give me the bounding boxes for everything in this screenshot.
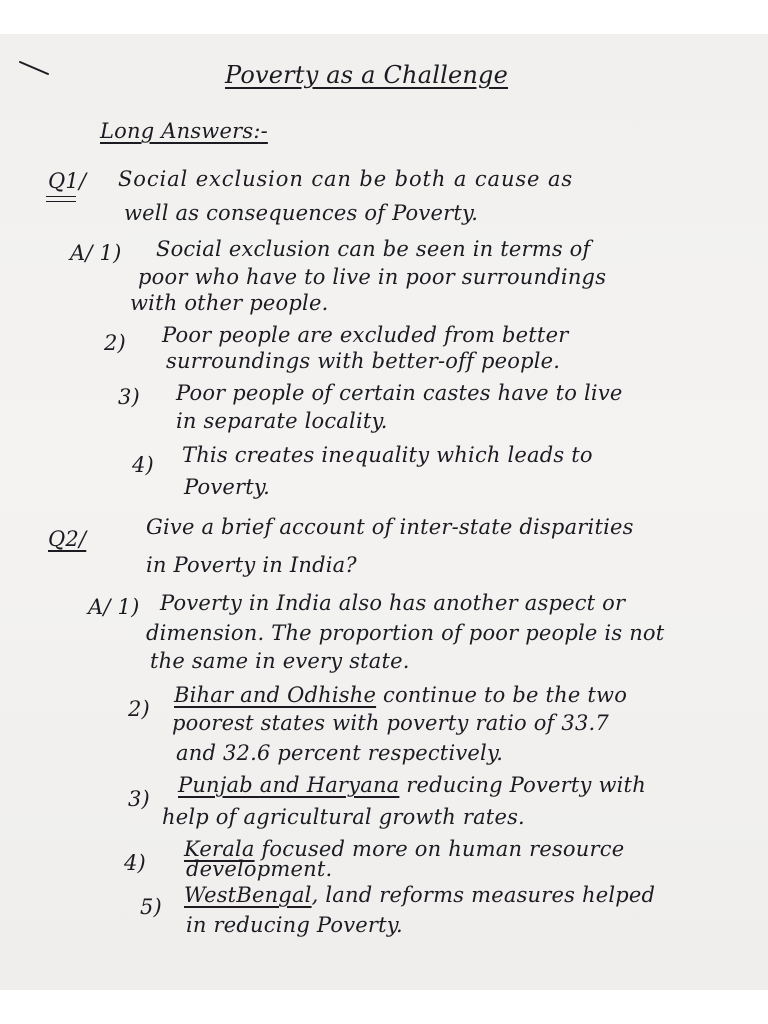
q2-point-line: help of agricultural growth rates. [162,805,525,829]
q1-point-number: 2) [104,331,126,355]
q2-point-line: and 32.6 percent respectively. [176,741,504,765]
q1-point-line: Poverty. [184,475,271,499]
q1-point-number: 3) [118,385,140,409]
q2-question-line: in Poverty in India? [146,553,357,577]
state-highlight-westbengal: WestBengal [184,883,312,907]
q2-point-line: the same in every state. [150,649,410,673]
q1-point-line: Poor people of certain castes have to live [176,381,623,405]
q1-question-line: Social exclusion can be both a cause as [118,167,574,191]
q1-point-number: 4) [132,453,154,477]
q2-number: Q2/ [48,527,87,551]
q1-point-line: surroundings with better-off people. [166,349,561,373]
q2-point-line: in reducing Poverty. [186,913,403,937]
q2-point-number: 4) [124,851,146,875]
pen-stroke-mark [18,60,52,78]
q2-point-line: Poverty in India also has another aspect or [160,591,626,615]
q1-underline-top [46,196,76,197]
q2-point-line [184,882,655,908]
section-subheading: Long Answers:- [100,119,268,143]
q2-point-text: continue to be the two [376,683,628,707]
q2-point-line: poorest states with poverty ratio of 33.7 [172,711,609,735]
q2-point-line: development. [186,857,333,881]
page-bottom-margin [0,990,768,1024]
q2-point-text: reducing Poverty with [399,773,646,797]
q2-answer-label: A/ 1) [88,595,140,619]
q2-point-number: 2) [128,697,150,721]
q2-point-number: 5) [140,895,162,919]
q1-point-line: Poor people are excluded from better [162,323,569,347]
state-highlight-punjab-haryana: Punjab and Haryana [178,773,400,797]
page-title: Poverty as a Challenge [225,61,508,89]
q2-point-text: focused more on human resource [254,837,625,861]
q2-point-line [174,682,627,708]
q1-point-line: This creates inequality which leads to [182,443,593,467]
q1-point-line: poor who have to live in poor surroundings [138,265,607,289]
q2-point-line [178,772,646,798]
q1-underline-bottom [46,201,76,202]
q1-question-line: well as consequences of Poverty. [124,201,479,225]
q1-answer-label: A/ 1) [70,241,122,265]
q2-point-text: , land reforms measures helped [311,883,656,907]
q2-question-line: Give a brief account of inter-state disparities [146,515,634,539]
q1-number: Q1/ [48,169,87,193]
q1-point-line: with other people. [130,291,329,315]
state-highlight-kerala: Kerala [184,837,255,861]
q1-point-line: Social exclusion can be seen in terms of [156,237,591,261]
q2-point-line: dimension. The proportion of poor people is not [146,621,665,645]
state-highlight-bihar-odhishe: Bihar and Odhishe [174,683,377,707]
q2-point-number: 3) [128,787,150,811]
q1-point-line: in separate locality. [176,409,388,433]
